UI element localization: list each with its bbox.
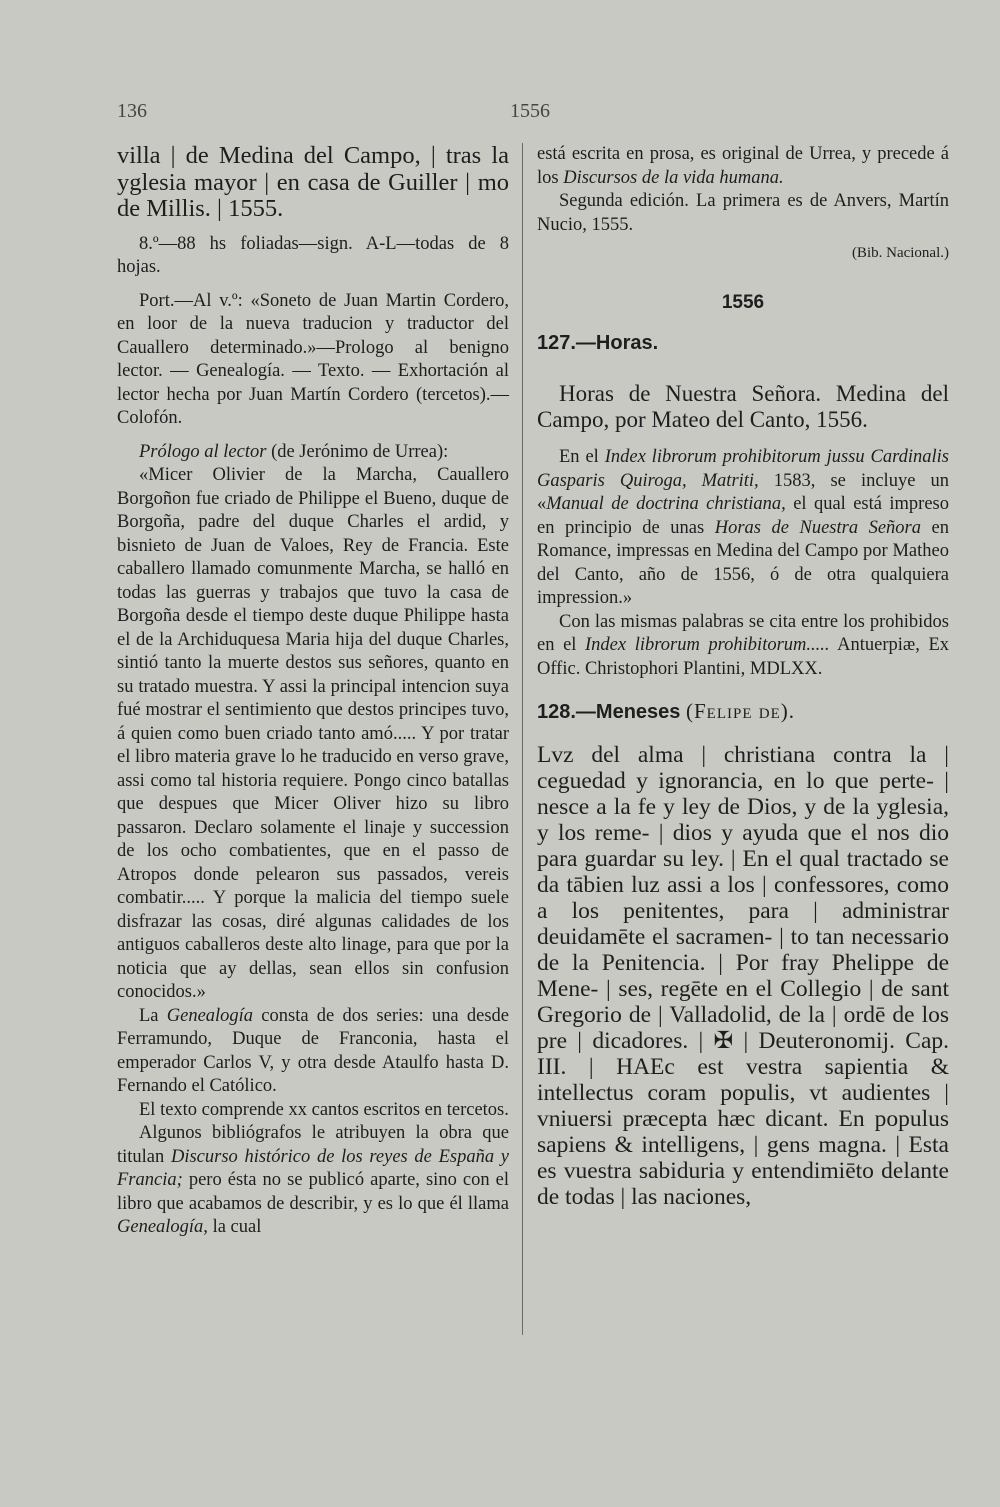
- year-heading: 1556: [721, 292, 765, 313]
- right-column: [537, 143, 949, 1210]
- edition-note: Segunda edición. La primera es de Anvers, Martín Nucio, 1555.: [537, 191, 949, 235]
- column-divider: [522, 143, 523, 1335]
- running-header: [0, 100, 1000, 130]
- entry-128-title: Lvz del alma | christiana contra la | ceguedad y ignorancia, en lo que perte- | nesce a la fe y ley de Dios, y de la yglesia, y los reme- | dios y ayuda que el nos dio para guardar su ley. | En el qual tractado se da tābien luz assi a los | confessores, como a los penitentes, para | administrar deuidamēte el sacramen- | to tan necessario de la Penitencia. | Por fray Phelippe de Mene- | ses, regēte en el Collegio | de sant Gregorio de | Valladolid, de la | ordē de los pre | dicadores. | ✠ | Deuteronomij. Cap. III. | HAEc est vestra sapientia & intellectus coram populis, vt audientes | vniuersi præcepta hæc dicant. En populus sapiens & intelligens, | gens magna. | Esta es vuestra sabiduria y entendimiēto delante de todas | las naciones,: [537, 742, 949, 1210]
- collation: 8.º—88 hs foliadas—sign. A-L—todas de 8 hojas.: [117, 233, 509, 277]
- contents-description: Port.—Al v.º: «Soneto de Juan Martin Cordero, en loor de la nueva traducion y traductor del Cauallero determinado.»—Prologo al benigno lector. — Genealogía. — Texto. — Exhortación al lector hecha por Juan Martín Cordero (tercetos).—Colofón.: [117, 290, 509, 428]
- imprint-continuation: villa | de Medina del Campo, | tras la yglesia mayor | en casa de Guiller | mo de Millis. | 1555.: [117, 142, 509, 222]
- continuation-note: está escrita en prosa, es original de Urrea, y precede á los Discursos de la vida humana.: [537, 144, 949, 188]
- entry-128-heading: 128.—Meneses (Felipe de).: [537, 699, 795, 723]
- entry-127-second-note: Con las mismas palabras se cita entre los prohibidos en el Index librorum prohibitorum..... Antuerpiæ, Ex Offic. Christophori Plantini, MDLXX.: [537, 611, 949, 679]
- page-number: 136: [117, 100, 147, 122]
- genealogy-note: La Genealogía consta de dos series: una desde Ferramundo, Duque de Franconia, hasta el emperador Carlos V, y otra desde Ataulfo hasta D. Fernando el Católico.: [117, 1005, 509, 1096]
- entry-127-title: Horas de Nuestra Señora. Medina del Campo, por Mateo del Canto, 1556.: [537, 381, 949, 432]
- prologue-heading: Prólogo al lector (de Jerónimo de Urrea):: [139, 441, 449, 462]
- text-note: El texto comprende xx cantos escritos en tercetos.: [139, 1099, 509, 1120]
- left-column: [117, 143, 509, 1240]
- entry-127-index-note: En el Index librorum prohibitorum jussu Cardinalis Gasparis Quiroga, Matriti, 1583, se incluye un «Manual de doctrina christiana, el qual está impreso en principio de unas Horas de Nuestra Señora en Romance, impressas en Medina del Campo por Matheo del Canto, año de 1556, ó de otra qualquiera impression.»: [537, 447, 949, 608]
- attribution-note: Algunos bibliógrafos le atribuyen la obra que titulan Discurso histórico de los reyes de España y Francia; pero ésta no se publicó aparte, sino con el libro que acabamos de describir, y es lo que él llama Genealogía, la cual: [117, 1123, 509, 1237]
- header-year: 1556: [510, 100, 550, 122]
- entry-127-heading: 127.—Horas.: [537, 332, 659, 354]
- prologue-quote: «Micer Olivier de la Marcha, Cauallero Borgoñon fue criado de Philippe el Bueno, duque de Borgoña, padre del duque Charles el ardid, y bisnieto de Juan de Valoes, Rey de Francia. Este caballero llamado comunmente Marcha, se halló en todas las guerras y trabajos que tuvo la casa de Borgoña desde el tiempo deste duque Philippe hasta el de la Archiduquesa Maria hija del duque Charles, sintió tanto la muerte destos sus señores, quanto en su tratado muestra. Y assi la principal intencion suya fué mostrar el sentimiento que destos principes tuvo, á quien como buen criado tanto amó..... Y por tratar el libro materia grave lo he traducido en verso grave, assi como tal historia requiere. Pongo cinco batallas que despues que Micer Oliver hizo su libro passaron. Declaro solamente el linaje y succession de los ocho combatientes, que en el passo de Atropos donde pelearon sus passados, vereis combatir..... Y porque la malicia del tiempo suele disfrazar las cosas, diré algunas calidades de los antiguos caballeros deste alto linage, para que por la noticia que ay dellas, sean ellos sin confusion conocidos.»: [117, 465, 509, 1002]
- prologue-title: Prólogo al lector: [139, 441, 267, 462]
- source-reference: (Bib. Nacional.): [851, 245, 949, 261]
